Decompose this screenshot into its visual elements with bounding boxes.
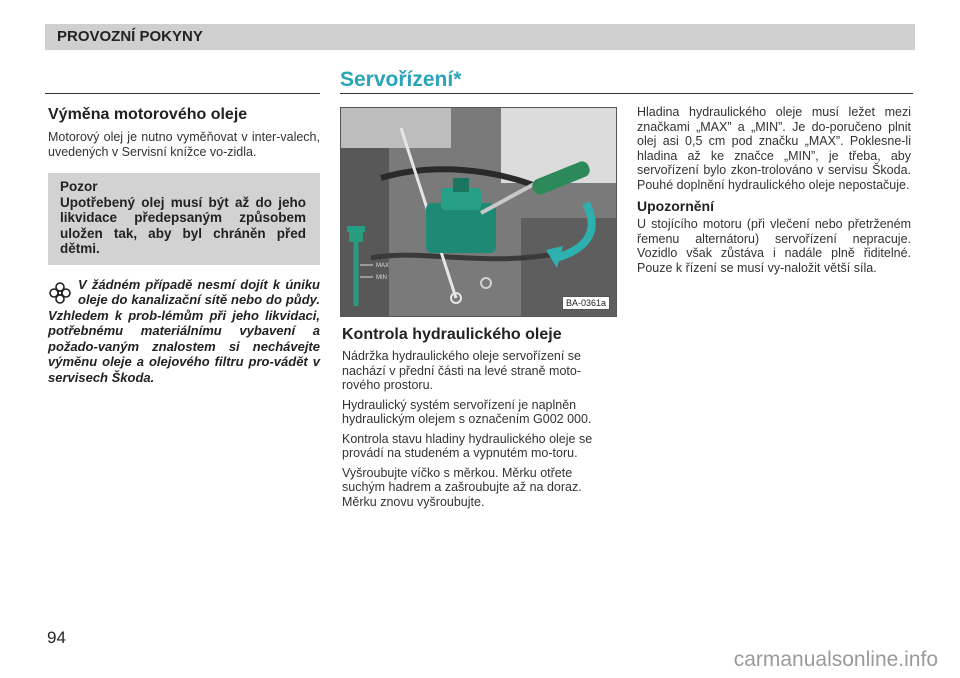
dipstick-min-label: MIN (376, 275, 387, 281)
figure-label: BA-0361a (562, 296, 610, 310)
oil-change-text: Motorový olej je nutno vyměňovat v inter-valech, uvedených v Servisní knížce vo-zidla. (48, 130, 320, 159)
dipstick-max-label: MAX (376, 263, 390, 269)
power-steering-reservoir-figure (340, 107, 617, 317)
column-rule-right (340, 93, 913, 94)
oil-change-heading: Výměna motorového oleje (48, 106, 248, 123)
oil-level-column (637, 105, 911, 275)
oil-level-text: Hladina hydraulického oleje musí ležet mezi značkami „MAX” a „MIN”. Je do-poručeno plnit olej asi 0,5 cm pod značku „MAX”. Poklesne-li hladina až ke značce „MIN”, je třeba, aby servořízení bylo zkon-trolováno v servisu Škoda. Pouhé doplnění hydraulického oleje nepostačuje. (637, 105, 911, 192)
environment-note-text: V žádném případě nesmí dojít k úniku oleje do kanalizační sítě nebo do půdy. Vzhledem k prob-lémům při jeho likvidaci, potřebnému materiálnímu vybavení a požado-vaným znalostem si nechávejte výměnu oleje a olejového filtru pro-vádět v servisech Škoda. (48, 276, 320, 385)
warning-box (48, 173, 320, 265)
warning-title: Pozor (60, 179, 98, 194)
page-number: 94 (47, 628, 66, 647)
watermark: carmanualsonline.info (733, 648, 938, 671)
warning-text: Upotřebený olej musí být až do jeho likvidace předepsaným způsobem uložen tak, aby byl chráněn před dětmi. (60, 194, 306, 256)
environment-note (48, 277, 320, 386)
hydraulic-paragraph-3: Kontrola stavu hladiny hydraulického oleje se provádí na studeném a vypnutém mo-toru. (342, 431, 593, 460)
section-title: Servořízení* (340, 68, 462, 91)
hydraulic-paragraph-2: Hydraulický systém servořízení je naplněn hydraulickým olejem s označením G002 000. (342, 397, 592, 426)
hydraulic-check-heading: Kontrola hydraulického oleje (342, 326, 562, 343)
hydraulic-paragraph-4: Vyšroubujte víčko s měrkou. Měrku otřete suchým hadrem a zašroubujte až na doraz. Měrku znovu vyšroubujte. (342, 465, 582, 509)
oil-change-column (48, 106, 320, 385)
hydraulic-paragraph-1: Nádržka hydraulického oleje servořízení se nachází v přední části na levé straně moto-rového prostoru. (342, 349, 582, 392)
notice-heading: Upozornění (637, 198, 714, 214)
environment-flower-icon (48, 281, 72, 305)
column-rule-left (45, 93, 320, 94)
engine-bay-illustration (341, 108, 616, 316)
header-bar (45, 24, 915, 50)
header-title: PROVOZNÍ POKYNY (57, 28, 203, 45)
hydraulic-check-column (342, 326, 616, 509)
notice-text: U stojícího motoru (při vlečení nebo přetrženém řemenu alternátoru) servořízení nepracuje. Vozidlo však zůstáva i nadále plně řiditelné. Pouze k řízení se musí vy-naložit větší síla. (637, 217, 911, 275)
